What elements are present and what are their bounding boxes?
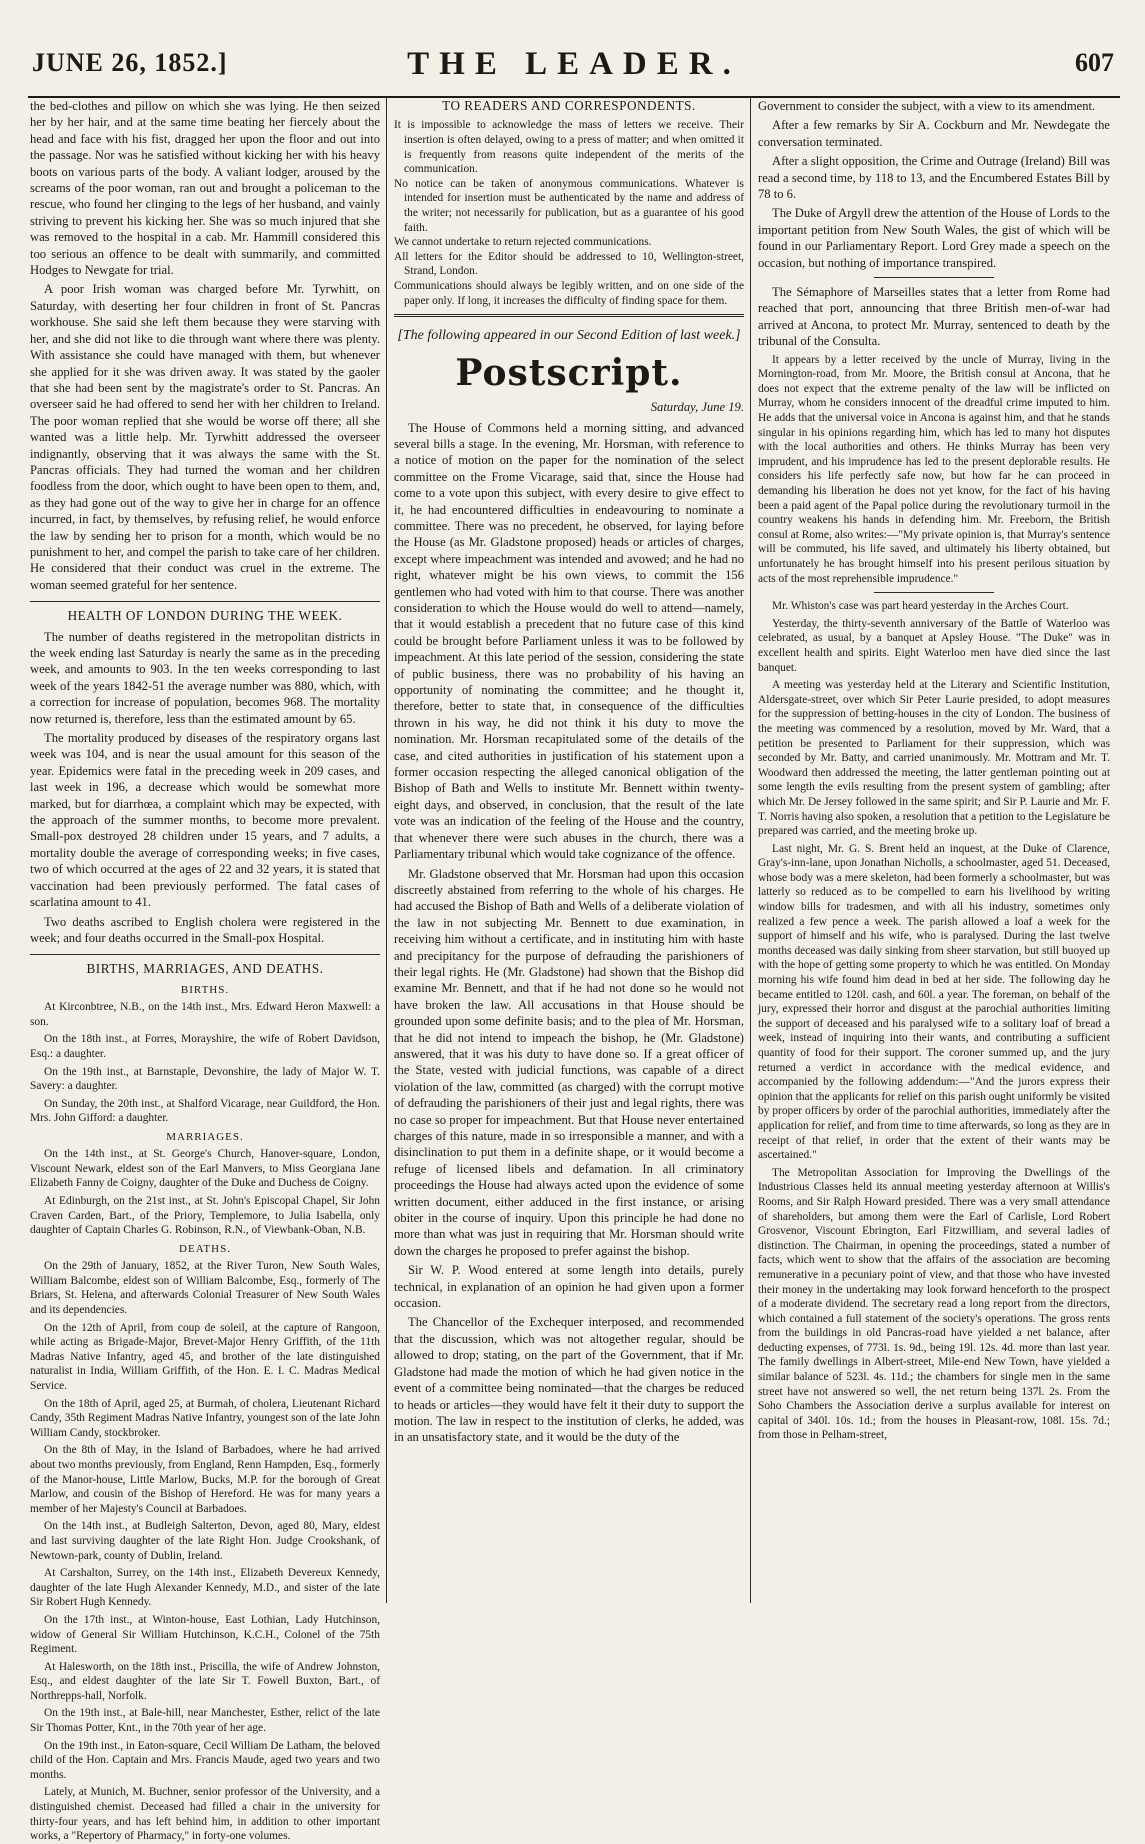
edition-note: [The following appeared in our Second Edition of last week.]: [397, 328, 741, 344]
notice-item: On the 19th inst., at Barnstaple, Devonshire, the lady of Major W. T. Savery: a daughter.: [30, 1065, 380, 1093]
section-heading-bmd: BIRTHS, MARRIAGES, AND DEATHS.: [30, 954, 380, 977]
article-paragraph: The number of deaths registered in the metropolitan districts in the week ending last Saturday is nearly the same as in the preceding week, and amounts to 903. In the ten weeks corresponding to last week of the years 1842-51 the average number was 880, which, with a correction for increase of population, becomes 968. The mortality now returned is, therefore, less than the estimated amount by 65.: [30, 629, 380, 726]
article-paragraph: Sir W. P. Wood entered at some length into details, purely technical, in explanation of an opinion he had given upon a former occasion.: [394, 1263, 744, 1311]
article-paragraph: Last night, Mr. G. S. Brent held an inquest, at the Duke of Clarence, Gray's-inn-lane, upon Jonathan Nicholls, a schoolmaster, aged 51. Deceased, whose body was a mere skeleton, had been formerly a schoolmaster, but was latterly so reduced as to be compelled to earn his livelihood by writing window bills for tradesmen, and with all his industry, sometimes only realized a few pence a week. The parish allowed a loaf a week for the support of himself and his wife, who is paralysed. During the last twelve months deceased was daily sinking from sheer starvation, but still buoyed up with the hope of getting some property to which he was entitled. On Monday morning his wife found him dead in bed at her side. The following day he became entitled to 120l. cash, and 60l. a year. The foreman, on behalf of the jury, expressed their horror and disgust at the parochial authorities limiting the support of deceased and his paralysed wife to a solitary loaf of bread a week, instead of inquiring into their wants, and contributing a sufficient quantity of food for their support. The coroner summed up, and the jury returned a verdict in accordance with the medical evidence, and accompanied by the following addendum:—"And the jurors express their opinion that the applicants for relief on this parish ought uniformly be visited by proper officers by order of the parochial authorities, immediately after the application for relief, and from time to time afterwards, so long as they are in receipt of that relief, in order that the extent of their wants may be ascertained.": [758, 842, 1110, 1162]
notice-item: At Edinburgh, on the 21st inst., at St. John's Episcopal Chapel, Sir John Craven Carden, Bart., of the Priory, Templemore, to Julia Isabella, only daughter of Captain Charles G. Robinson, R.N., of Viewbank-Oban, N.B.: [30, 1195, 380, 1237]
newspaper-title: THE LEADER.: [407, 46, 741, 82]
article-paragraph: It appears by a letter received by the uncle of Murray, living in the Mornington-road, from Mr. Moore, the British consul at Ancona, that he does not expect that the extreme penalty of the law will be inflicted on Murray, whom he considers innocent of the dreadful crime imputed to him. He adds that the universal voice in Ancona is against him, and that he stands singular in his opinions regarding him, which has led to many hot disputes with the local authorities and others. He thinks Murray has been very imprudent, and his imprudence has led to the present deplorable results. He considers his life perfectly safe now, but how far he can proceed in demanding his liberation he does not yet know, for the fact of his having been a paid agent of the Papal police during the revolutionary turmoil in the country weakens his hands in defending him. Mr. Freeborn, the British consul at Rome, also writes:—"My private opinion is, that Murray's sentence will be commuted, his life saved, and ultimately his liberty obtained, but unfortunately he has brought himself into his present perilous situation by acts of the most reprehensible imprudence.": [758, 353, 1110, 585]
notice-item: On the 17th inst., at Winton-house, East Lothian, Lady Hutchinson, widow of General Sir William Hutchinson, K.C.H., Colonel of the 75th Regiment.: [30, 1613, 380, 1656]
article-paragraph: Mr. Gladstone observed that Mr. Horsman had upon this occasion discreetly abstained from referring to the whole of his charges. He had accused the Bishop of Bath and Wells of a deliberate violation of the law in not subjecting Mr. Bennett to due examination, in receiving him without a certificate, and in instituting him with haste and precipitancy for the purpose of defrauding the parishioners of their legal rights. He (Mr. Gladstone) had shown that the Bishop did examine Mr. Bennett, and that if he had not done so he would not have broken the law. All accusations in that House should be grounded upon some definite basis; and to the plea of Mr. Horsman, that he did not intend to impeach the bishop, he (Mr. Gladstone) answered, that it was his duty to have done so. If a great officer of the State, vested with judicial functions, was capable of a direct violation of the law, committed (as charged) with the corrupt motive of defrauding the parishioners of their just and legal rights, there was no case so proper for impeachment. But that House never entertained charges of this nature, made in so irresponsible a manner, and with a disinclination to put them in a definite shape, or it would become a refuge of licensed libels and defamation. In all criminatory proceedings the House had always acted upon the evidence of some written document, either adduced in the first instance, or arising obiter in the course of inquiry. Upon this principle he had done no more than what was just in requiring that Mr. Horsman should write down the charges he proposed to prefer against the bishop.: [394, 866, 744, 1258]
notice-item: We cannot undertake to return rejected communications.: [394, 236, 652, 249]
article-paragraph: the bed-clothes and pillow on which she was lying. He then seized her by her hair, and at the same time beating her fiercely about the head and face with his fist, dragged her upon the floor and out into the passage. Nor was he satisfied without kicking her with his heavy boots on various parts of the body. A valiant lodger, aroused by the screams of the poor woman, ran out and brought a policeman to the rescue, who found her clinging to the legs of her husband, and vainly striving to prevent his kicking her. She was so much injured that she was removed to the hospital in a cab. Mr. Hammill considered this too serious an offence to be dealt with summarily, and committed Hodges to Newgate for trial.: [30, 99, 380, 278]
article-paragraph: Yesterday, the thirty-seventh anniversary of the Battle of Waterloo was celebrated, as usual, by a banquet at Apsley House. "The Duke" was in excellent health and spirits. Eight Waterloo men have died since the last banquet.: [758, 617, 1110, 674]
article-paragraph: The Sémaphore of Marseilles states that a letter from Rome had reached that port, announcing that three British men-of-war had arrived at Ancona, to protect Mr. Murray, sentenced to death by the tribunal of the Consulta.: [758, 285, 1110, 349]
notice-item: On the 14th inst., at Budleigh Salterton, Devon, aged 80, Mary, eldest and last surviving daughter of the late Right Hon. Judge Crookshank, of Newtown-park, county of Dublin, Ireland.: [30, 1520, 380, 1562]
subheading-marriages: MARRIAGES.: [166, 1130, 244, 1143]
article-paragraph: Government to consider the subject, with a view to its amendment.: [758, 99, 1096, 113]
article-paragraph: The mortality produced by diseases of the respiratory organs last week was 104, and is near the usual amount for this season of the year. Epidemics were fatal in the preceding week in 209 cases, and last week in 196, a decrease which would be somewhat more marked, but for diarrhœa, a complaint which may be expected, with the approach of the summer months, to become more prevalent. Small-pox destroyed 28 children under 15 years, and 7 adults, a mortality double the average of corresponding weeks; in five cases, two of which occurred at the ages of 22 and 32 years, it is stated that vaccination had been previously performed. The fatal cases of scarlatina amount to 41.: [30, 731, 380, 910]
notice-item: At Carshalton, Surrey, on the 14th inst., Elizabeth Devereux Kennedy, daughter of the late Hugh Alexander Kennedy, M.D., and sister of the late Sir Robert Hugh Kennedy.: [30, 1567, 380, 1609]
notice-item: On the 12th of April, from coup de soleil, at the capture of Rangoon, while acting as Brigade-Major, Brevet-Major Henry Griffith, of the 11th Madras Native Infantry, aged 45, and brother of the late distinguished naturalist in India, William Griffith, of the Hon. E. I. C. Madras Medical Service.: [30, 1321, 380, 1392]
notice-item: At Halesworth, on the 18th inst., Priscilla, the wife of Andrew Johnston, Esq., and eldest daughter of the late Sir T. Fowell Buxton, Bart., of Northrepps-hall, Norfolk.: [30, 1660, 380, 1702]
notice-item: Communications should always be legibly written, and on one side of the paper only. If long, it increases the difficulty of finding space for them.: [394, 279, 744, 307]
column-rule: [386, 98, 387, 1603]
article-paragraph: The Metropolitan Association for Improving the Dwellings of the Industrious Classes held its annual meeting yesterday afternoon at Willis's Rooms, and Sir Ralph Howard presided. There was a very small attendance of shareholders, but among them were the Earl of Carlisle, Lord Robert Grosvenor, Viscount Ebrington, Earl Fitzwilliam, and several ladies of distinction. The Chairman, in opening the proceedings, stated a number of facts, which went to show that the affairs of the association are becoming remunerative in a pecuniary point of view, and that those who have invested their money in the undertaking may look forward henceforth to the prospect of a moderate dividend. The secretary read a long report from the directors, which contained a full statement of the society's operations. The gross rents from the buildings in old Pancras-road have yielded a net balance, after deducting expenses, of 773l. 1s. 9d., being 19l. 12s. 4d. more than last year. The family dwellings in Albert-street, Mile-end New Town, have yielded a similar balance of 523l. 4s. 11d.; the chambers for single men in the same street have not answered so well, the net return being 137l. 2s. From the Soho Chambers the Association derive a surplus available for interest on capital of 340l. 10s. 1d.; from the houses in Pleasant-row, 108l. 15s. 7d.; from those in Pelham-street,: [758, 1166, 1110, 1442]
column-right: [758, 98, 1110, 1608]
column-middle: [394, 98, 744, 1608]
notice-item: No notice can be taken of anonymous communications. Whatever is intended for insertion must be authenticated by the name and address of the writer; not necessarily for publication, but as a guarantee of his good faith.: [394, 177, 744, 234]
issue-date: JUNE 26, 1852.]: [32, 48, 228, 77]
notice-item: On Sunday, the 20th inst., at Shalford Vicarage, near Guildford, the Hon. Mrs. John Gifford: a daughter.: [30, 1097, 380, 1125]
article-paragraph: After a slight opposition, the Crime and Outrage (Ireland) Bill was read a second time, by 118 to 13, and the Encumbered Estates Bill by 78 to 6.: [758, 154, 1110, 202]
section-heading-health: HEALTH OF LONDON DURING THE WEEK.: [30, 601, 380, 624]
notice-item: On the 14th inst., at St. George's Church, Hanover-square, London, Viscount Newark, eldest son of the Earl Manvers, to Miss Georgiana Jane Elizabeth Fanny de Coigny, daughter of the Duke and Duchess de Coigny.: [30, 1148, 380, 1190]
article-paragraph: After a few remarks by Sir A. Cockburn and Mr. Newdegate the conversation terminated.: [758, 118, 1110, 149]
readers-notice-box: [394, 98, 744, 317]
notice-item: It is impossible to acknowledge the mass of letters we receive. Their insertion is often delayed, owing to a press of matter; and when omitted it is frequently from reasons quite independent of the merits of the communication.: [394, 119, 744, 176]
section-divider: [874, 592, 994, 593]
postscript-title: Postscript.: [455, 352, 683, 395]
subheading-deaths: DEATHS.: [179, 1242, 231, 1255]
section-heading-readers: TO READERS AND CORRESPONDENTS.: [442, 98, 696, 113]
notice-item: On the 18th inst., at Forres, Morayshire, the wife of Robert Davidson, Esq.: a daughter.: [30, 1033, 380, 1060]
dateline: Saturday, June 19.: [650, 400, 744, 415]
article-paragraph: A poor Irish woman was charged before Mr. Tyrwhitt, on Saturday, with deserting her four children in front of St. Pancras workhouse. She said she left them because they were starving with her, and she did not like to die through want where there was plenty. With assistance she could have managed with them, but whenever she applied for it she was driven away. It was stated by the gaoler that she had been sent by the magistrate's order to St. Pancras. An overseer said he had offered to send her with her children to Ireland. The poor woman replied that she would be worse off there; all she wanted was a little help. Mr. Tyrwhitt addressed the overseer indignantly, observing that it was always the same with the St. Pancras officials. They had turned the woman and her children foodless from the door, which ought to have been open to them, and, as they had gone out of the way to give her in charge for an offence incurred, in fact, by themselves, by refusing relief, he would enforce the law by sending her to prison for a month, which would be no punishment to her, and compel the parish to take care of her children. He considered that their conduct was cruel in the extreme. The woman seemed grateful for her sentence.: [30, 282, 380, 592]
notice-item: At Kirconbtree, N.B., on the 14th inst., Mrs. Edward Heron Maxwell: a son.: [30, 1001, 380, 1028]
notice-item: On the 8th of May, in the Island of Barbadoes, where he had arrived about two months previously, from England, Renn Hampden, Esq., formerly of the Manor-house, Little Marlow, Bucks, M.P. for the borough of Great Marlow, and cousin of the Bishop of Hereford. He was for many years a member of her Majesty's Council at Barbadoes.: [30, 1444, 380, 1515]
notice-item: Lately, at Munich, M. Buchner, senior professor of the University, and a distinguished chemist. Deceased had filled a chair in the university for thirty-four years, and has left behind him, in addition to other important works, a "Repertory of Pharmacy," in forty-one volumes.: [30, 1786, 380, 1843]
notice-item: On the 19th inst., in Eaton-square, Cecil William De Latham, the beloved child of the Hon. Captain and Mrs. Francis Maude, aged two years and two months.: [30, 1739, 380, 1781]
page-number: 607: [1075, 48, 1114, 77]
article-paragraph: Mr. Whiston's case was part heard yesterday in the Arches Court.: [772, 600, 1069, 613]
notice-item: On the 19th inst., at Bale-hill, near Manchester, Esther, relict of the late Sir Thomas Potter, Knt., in the 70th year of her age.: [30, 1707, 380, 1735]
column-left: [30, 98, 380, 1843]
notice-item: All letters for the Editor should be addressed to 10, Wellington-street, Strand, London.: [394, 250, 744, 278]
notice-item: On the 29th of January, 1852, at the River Turon, New South Wales, William Balcombe, eldest son of William Balcombe, Esq., formerly of The Briars, St. Helena, and afterwards Colonial Treasurer of New South Wales and its dependencies.: [30, 1260, 380, 1317]
article-paragraph: The Duke of Argyll drew the attention of the House of Lords to the important petition from New South Wales, the gist of which will be found in our Parliamentary Report. Lord Grey made a speech on the occasion, but nothing of importance transpired.: [758, 206, 1110, 270]
subheading-births: BIRTHS.: [180, 983, 230, 996]
article-paragraph: The House of Commons held a morning sitting, and advanced several bills a stage. In the evening, Mr. Horsman, with reference to a notice of motion on the paper for the nomination of the select committee on the Frome Vicarage, said that, since the House had come to a vote upon this subject, with every desire to give effect to it, he had encountered difficulties in endeavouring to nominate a committee. There was no precedent, he observed, for laying before the House (as Mr. Gladstone proposed) heads or articles of charges, except where impeachment was intended and avowed; and he had no right, whatever might be his own views, to commit the 156 gentlemen who had voted with him to that course. There was another consideration to which the House would do well to attend—namely, that it would establish a precedent that no future case of this kind could be brought before Parliament unless it was to be followed by impeachment. At this late period of the session, considering the state of public business, there was no probability of his having an opportunity of nominating the committee; and he thought it, therefore, better to state that, in consequence of the difficulties thrown in his way, he did not think it his duty to move the nomination. Mr. Horsman recapitulated some of the details of the case, and cited authorities in justification of his statement upon a former occasion respecting the alleged canonical obligation of the Bishop of Bath and Wells to institute Mr. Bennett within twenty-eight days, and observed, in conclusion, that the result of the late vote was an indication of the feeling of the House and the country, that whenever there were such abuses in the church, there was a Parliamentary tribunal which would take cognizance of the offence.: [394, 420, 744, 862]
section-divider: [874, 277, 994, 278]
article-paragraph: The Chancellor of the Exchequer interposed, and recommended that the discussion, which was not altogether regular, should be allowed to drop; stating, on the part of the Government, that if Mr. Gladstone had made the motion of which he had given notice in the event of a committee being nominated—that the charges be reduced to heads or articles—they would have felt it their duty to support the motion. The law in respect to the institution of clerks, he added, was in an unsatisfactory state, and it would be the duty of the: [394, 1315, 744, 1445]
masthead: [28, 48, 1120, 98]
notice-item: On the 18th of April, aged 25, at Burmah, of cholera, Lieutenant Richard Candy, 35th Regiment Madras Native Infantry, youngest son of the late John William Candy, stockbroker.: [30, 1397, 380, 1439]
article-paragraph: Two deaths ascribed to English cholera were registered in the week; and four deaths occurred in the Small-pox Hospital.: [30, 914, 380, 945]
column-rule: [750, 98, 751, 1603]
article-paragraph: A meeting was yesterday held at the Literary and Scientific Institution, Aldersgate-street, over which Sir Peter Laurie presided, to adopt measures for the suppression of betting-houses in the city of London. The business of the meeting was commenced by a resolution, moved by Mr. Ward, that a petition be presented to Parliament for their suppression, which was seconded by Mr. Batty, and carried unanimously. Mr. Mottram and Mr. T. Woodward then addressed the meeting, the latter gentleman pointing out at some length the evils resulting from the present system of gambling; after which Mr. De Jersey followed in the same spirit; and Sir P. Laurie and Mr. F. T. Norris having also spoken, a resolution that a petition to the Legislature be prepared was carried, and the meeting broke up.: [758, 679, 1110, 838]
